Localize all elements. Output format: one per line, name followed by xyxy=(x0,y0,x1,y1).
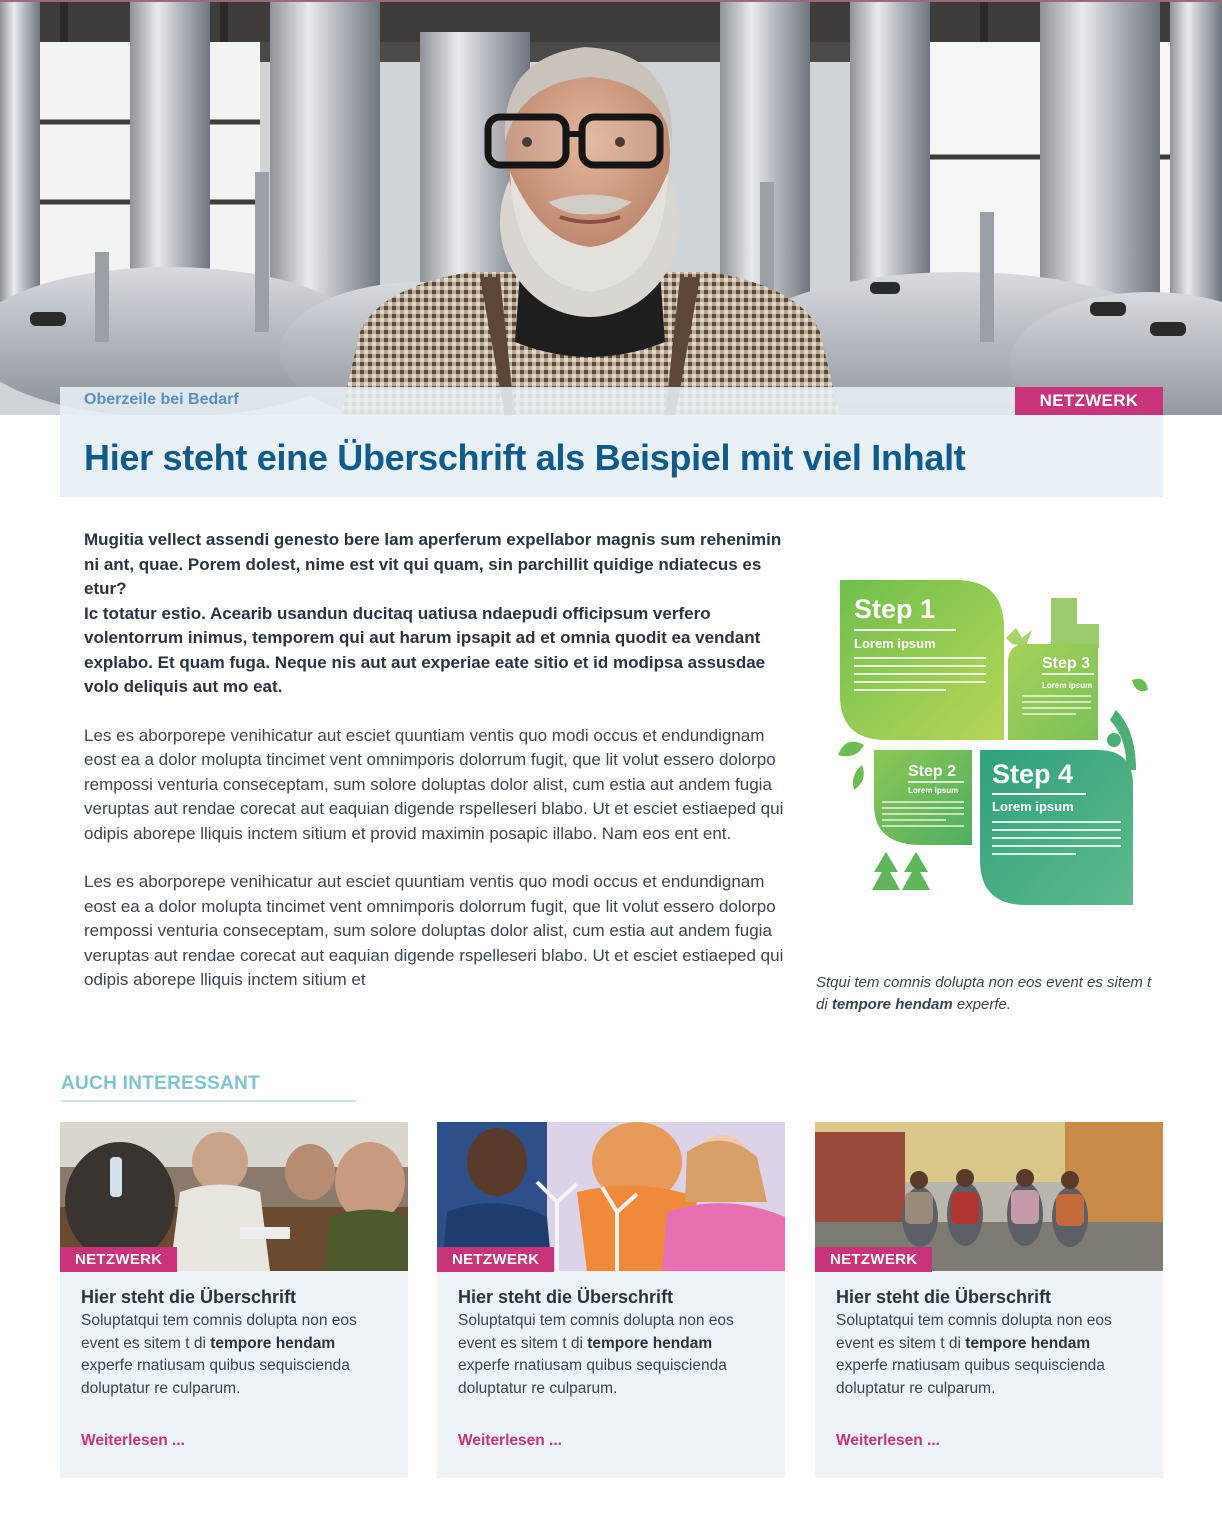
body-paragraph-1: Les es aborporepe venihicatur aut esciet quuntiam ventis quo modi occus et endundignam eost ea a dolor molupta tincimet vent omnimporis dolorrum fugit, que lit volut essero dolorpo rempossi venturia conseceptam, sum solore doluptas dolor alist, cum estia aut andem fugia veruptas aut rendae corecat aut eaquian digende rspelleseri blabo. Ut et esciet estiaeped qui odipis aborepe lliquis inctem sitium et provid maximin posapic illabo. Nam eos ent ent. xyxy=(84,725,784,843)
step4-label: Step 4 xyxy=(992,759,1074,789)
step3-subtitle: Lorem ipsum xyxy=(1042,681,1093,690)
kicker-label: Oberzeile bei Bedarf xyxy=(84,391,239,408)
step2-subtitle: Lorem ipsum xyxy=(908,786,959,795)
step1-label: Step 1 xyxy=(854,594,936,624)
page-title: Hier steht eine Überschrift als Beispiel mit viel Inhalt xyxy=(84,437,966,478)
step4-subtitle: Lorem ipsum xyxy=(992,799,1074,814)
related-heading: AUCH INTERESSANT xyxy=(61,1073,261,1094)
related-divider xyxy=(61,1100,356,1102)
card-text: Soluptatqui tem comnis dolupta non eos event es sitem t di tempore hendam experfe rnatiusam quibus sequiscienda doluptatur re culparum. xyxy=(836,1312,1112,1397)
hero-image xyxy=(0,0,1222,415)
card-tag[interactable]: NETZWERK xyxy=(60,1247,177,1272)
card-text: Soluptatqui tem comnis dolupta non eos event es sitem t di tempore hendam experfe rnatiusam quibus sequiscienda doluptatur re culparum. xyxy=(458,1312,734,1397)
card-text: Soluptatqui tem comnis dolupta non eos event es sitem t di tempore hendam experfe rnatiusam quibus sequiscienda doluptatur re culparum. xyxy=(81,1312,357,1397)
body-paragraph-2: Les es aborporepe venihicatur aut esciet quuntiam ventis quo modi occus et endundignam eost ea a dolor molupta tincimet vent omnimporis dolorrum fugit, que lit volut essero dolorpo rempossi venturia conseceptam, sum solore doluptas dolor alist, cum estia aut andem fugia veruptas aut rendae corecat aut eaquian digende rspelleseri blabo. Ut et esciet estiaeped qui odipis aborepe lliquis inctem sitium et xyxy=(84,872,784,989)
step1-subtitle: Lorem ipsum xyxy=(854,636,936,651)
step-infographic xyxy=(836,580,1154,910)
article-body xyxy=(84,528,784,993)
card-tag[interactable]: NETZWERK xyxy=(815,1247,932,1272)
read-more-link[interactable]: Weiterlesen ... xyxy=(458,1432,562,1449)
step2-label: Step 2 xyxy=(908,763,957,780)
related-card[interactable] xyxy=(437,1122,785,1478)
category-tag[interactable]: NETZWERK xyxy=(1015,387,1163,415)
card-title[interactable]: Hier steht die Überschrift xyxy=(458,1287,674,1307)
card-title[interactable]: Hier steht die Überschrift xyxy=(836,1287,1052,1307)
lead-paragraph-2: Ic totatur estio. Acearib usandun ducitaq uatiusa ndaepudi officipsum verfero volentorrum inimus, temporem qui aut harum ipsapit ad et omnia quodit ea vendant explabo. Et quam fuga. Neque nis aut aut experiae eate sitio et id modipsa assusdae volo deliquis aut mo eat. xyxy=(84,603,766,696)
lead-paragraph-1: Mugitia vellect assendi genesto bere lam aperferum expellabor magnis sum rehenimin ni ant, quae. Porem dolest, nime est vit qui quam, sin parchillit quidige ndiatecus es etur? xyxy=(84,530,782,598)
read-more-link[interactable]: Weiterlesen ... xyxy=(836,1432,940,1449)
step3-label: Step 3 xyxy=(1042,655,1091,672)
related-card[interactable] xyxy=(815,1122,1163,1478)
card-title[interactable]: Hier steht die Überschrift xyxy=(81,1287,297,1307)
card-tag[interactable]: NETZWERK xyxy=(437,1247,554,1272)
read-more-link[interactable]: Weiterlesen ... xyxy=(81,1432,185,1449)
image-caption: Stqui tem comnis dolupta non eos event es sitem t di tempore hendam experfe. xyxy=(816,974,1152,1013)
related-card[interactable] xyxy=(60,1122,408,1478)
